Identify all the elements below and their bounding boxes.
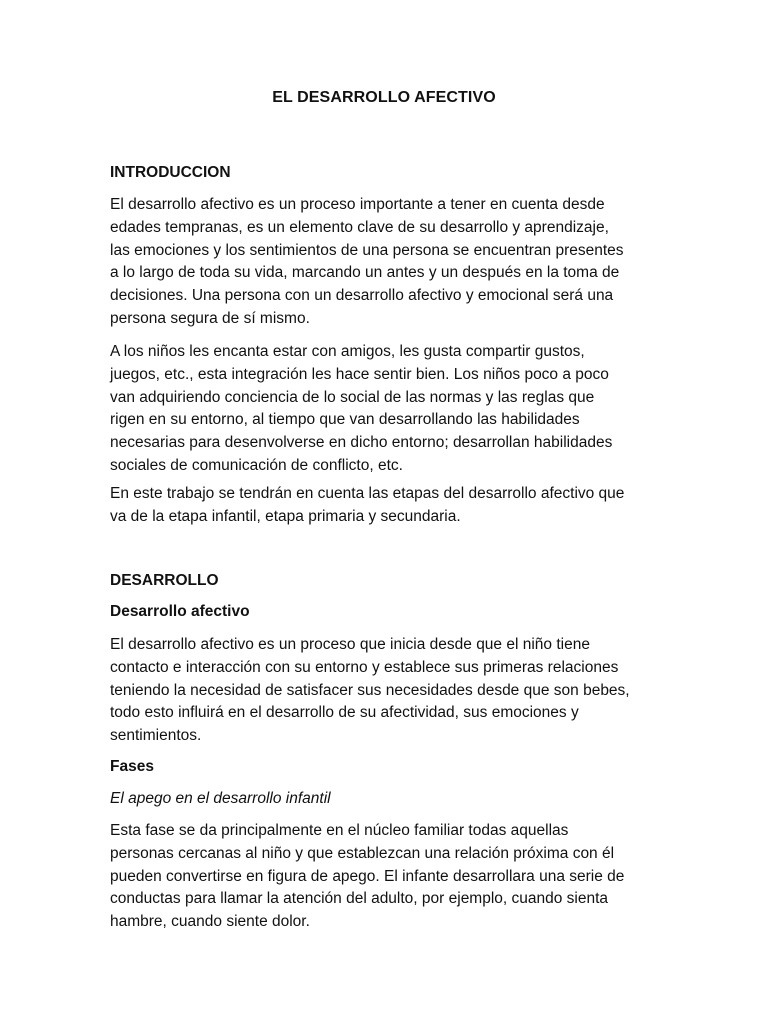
intro-paragraph-3: [110, 483, 670, 529]
paragraph-line: conductas para llamar la atención del adulto, por ejemplo, cuando sienta: [110, 890, 609, 908]
paragraph-line: contacto e interacción con su entorno y establece sus primeras relaciones: [110, 658, 619, 676]
paragraph-line: juegos, etc., esta integración les hace sentir bien. Los niños poco a poco: [110, 365, 609, 383]
document-title: EL DESARROLLO AFECTIVO: [272, 89, 496, 106]
paragraph-line: rigen en su entorno, al tiempo que van desarrollando las habilidades: [110, 411, 580, 429]
paragraph-line: personas cercanas al niño y que establezcan una relación próxima con él: [110, 844, 615, 862]
apego-paragraph: [110, 820, 670, 934]
paragraph-line: persona segura de sí mismo.: [110, 309, 310, 327]
paragraph-line: necesarias para desenvolverse en dicho entorno; desarrollan habilidades: [110, 434, 613, 452]
paragraph-line: hambre, cuando siente dolor.: [110, 913, 310, 931]
paragraph-line: teniendo la necesidad de satisfacer sus necesidades desde que son bebes,: [110, 681, 630, 699]
subheading-apego: El apego en el desarrollo infantil: [110, 790, 331, 807]
paragraph-line: van adquiriendo conciencia de lo social de las normas y las reglas que: [110, 388, 595, 406]
paragraph-line: todo esto influirá en el desarrollo de su afectividad, sus emociones y: [110, 704, 579, 722]
paragraph-line: A los niños les encanta estar con amigos, les gusta compartir gustos,: [110, 343, 585, 360]
paragraph-line: pueden convertirse en figura de apego. El infante desarrollara una serie de: [110, 867, 625, 885]
paragraph-line: edades tempranas, es un elemento clave de su desarrollo y aprendizaje,: [110, 218, 609, 236]
paragraph-line: sentimientos.: [110, 727, 202, 745]
paragraph-line: decisiones. Una persona con un desarrollo afectivo y emocional será una: [110, 287, 614, 305]
intro-paragraph-1: [110, 194, 670, 331]
paragraph-line: a lo largo de toda su vida, marcando un antes y un después en la toma de: [110, 264, 620, 282]
subheading-fases: Fases: [110, 758, 154, 775]
paragraph-line: sociales de comunicación de conflicto, etc.: [110, 456, 403, 474]
intro-paragraph-2: [110, 341, 670, 478]
paragraph-line: El desarrollo afectivo es un proceso que inicia desde que el niño tiene: [110, 636, 590, 653]
paragraph-line: las emociones y los sentimientos de una persona se encuentran presentes: [110, 241, 624, 259]
section-heading-introduccion: INTRODUCCION: [110, 164, 231, 181]
paragraph-line: Esta fase se da principalmente en el núcleo familiar todas aquellas: [110, 822, 569, 839]
section-heading-desarrollo: DESARROLLO: [110, 572, 219, 589]
paragraph-line: En este trabajo se tendrán en cuenta las etapas del desarrollo afectivo que: [110, 485, 625, 502]
desarrollo-paragraph: [110, 634, 670, 748]
paragraph-line: va de la etapa infantil, etapa primaria y secundaria.: [110, 507, 461, 525]
paragraph-line: El desarrollo afectivo es un proceso importante a tener en cuenta desde: [110, 196, 605, 213]
subheading-desarrollo-afectivo: Desarrollo afectivo: [110, 603, 250, 620]
